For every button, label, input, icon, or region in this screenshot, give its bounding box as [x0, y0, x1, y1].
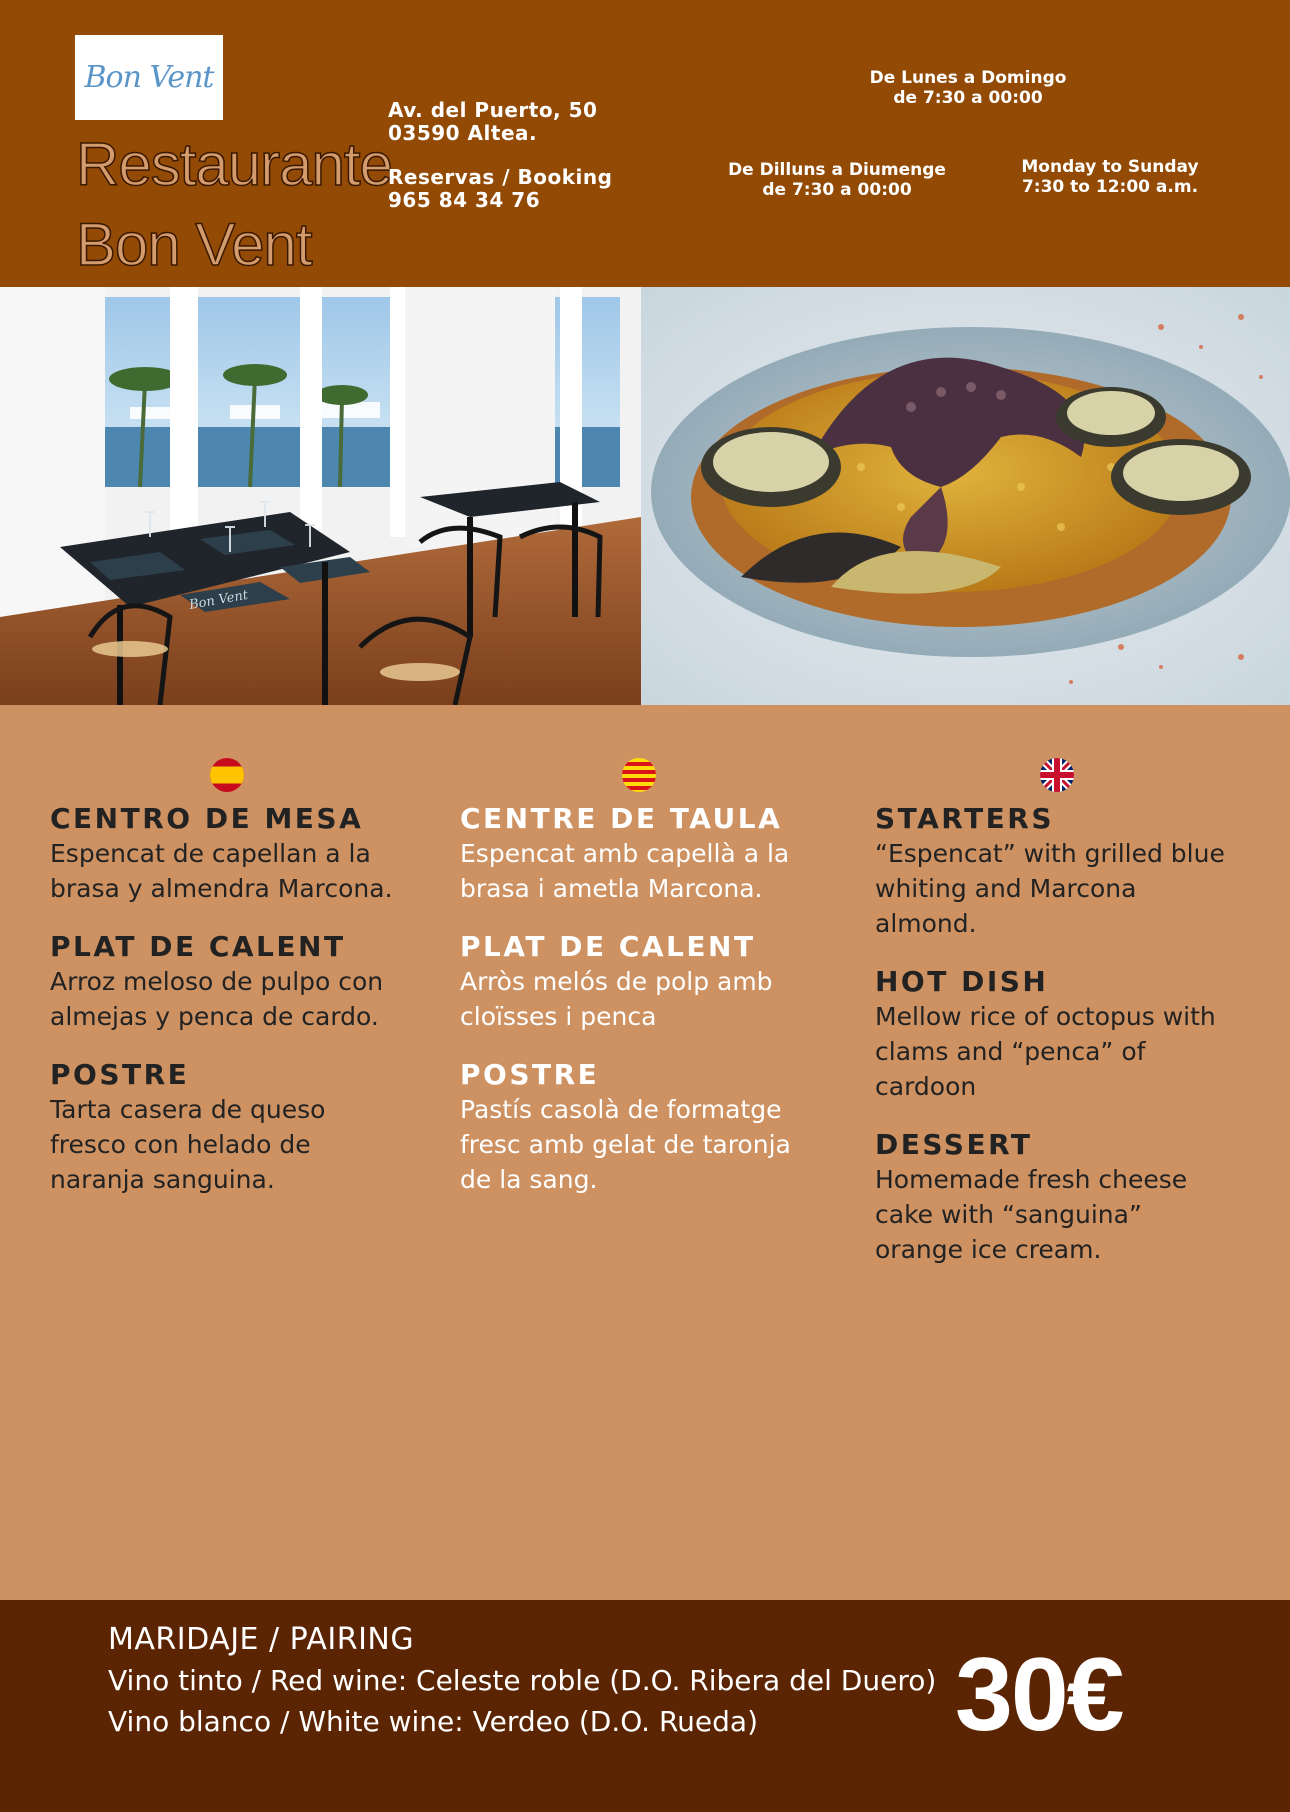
menu-column-catalan [460, 758, 840, 1221]
section-line: brasa y almendra Marcona. [50, 874, 393, 903]
section-line: orange ice cream. [875, 1235, 1102, 1264]
section-title: PLAT DE CALENT [460, 930, 756, 963]
hours-en [1000, 157, 1220, 197]
hours-es-line1: De Lunes a Domingo [869, 68, 1067, 88]
section-title: POSTRE [50, 1058, 190, 1091]
hours-en-line2: 7:30 to 12:00 a.m. [1021, 177, 1199, 197]
section-line: almejas y penca de cardo. [50, 1002, 379, 1031]
red-wine-line: Vino tinto / Red wine: Celeste roble (D.O. Ribera del Duero) [108, 1664, 937, 1697]
section-line: whiting and Marcona [875, 874, 1137, 903]
hours-ca [707, 160, 967, 200]
address-line1: Av. del Puerto, 50 [388, 98, 598, 122]
section-line: de la sang. [460, 1165, 598, 1194]
section-line: cardoon [875, 1072, 977, 1101]
price: 30€ [955, 1637, 1123, 1753]
pairing-title: MARIDAJE / PAIRING [108, 1622, 415, 1657]
section-title: PLAT DE CALENT [50, 930, 346, 963]
hours-en-line1: Monday to Sunday [1021, 157, 1199, 177]
section-line: naranja sanguina. [50, 1165, 275, 1194]
menu-section [875, 802, 1255, 941]
address-line2: 03590 Altea. [388, 121, 538, 145]
section-title: DESSERT [875, 1128, 1033, 1161]
white-wine-line: Vino blanco / White wine: Verdeo (D.O. Rueda) [108, 1705, 758, 1738]
menu-column-english [875, 758, 1255, 1291]
rice-dish-photo [641, 287, 1290, 705]
menu-section [50, 930, 430, 1034]
logo-text: Bon Vent [84, 60, 214, 95]
section-line: clams and “penca” of [875, 1037, 1146, 1066]
section-line: fresco con helado de [50, 1130, 311, 1159]
section-line: cloïsses i penca [460, 1002, 657, 1031]
booking-phone: 965 84 34 76 [388, 188, 541, 212]
section-title: CENTRE DE TAULA [460, 802, 783, 835]
section-line: cake with “sanguina” [875, 1200, 1142, 1229]
restaurant-title-line1: Restaurante [76, 131, 392, 198]
section-line: Tarta casera de queso [50, 1095, 326, 1124]
section-line: “Espencat” with grilled blue [875, 839, 1225, 868]
menu-section [50, 802, 430, 906]
menu-section [460, 802, 840, 906]
hours-es [838, 68, 1098, 108]
menu-section [460, 1058, 840, 1197]
menu-section [50, 1058, 430, 1197]
section-line: fresc amb gelat de taronja [460, 1130, 791, 1159]
section-line: Arroz meloso de pulpo con [50, 967, 384, 996]
menu-section [875, 965, 1255, 1104]
header [0, 0, 1290, 287]
section-line: Mellow rice of octopus with [875, 1002, 1216, 1031]
section-line: almond. [875, 909, 977, 938]
section-line: Pastís casolà de formatge [460, 1095, 782, 1124]
catalonia-flag-icon [622, 758, 656, 792]
menu-section [460, 930, 840, 1034]
menu-column-spanish [50, 758, 430, 1221]
section-title: HOT DISH [875, 965, 1049, 998]
hours-ca-line1: De Dilluns a Diumenge [728, 160, 946, 180]
section-line: brasa i ametla Marcona. [460, 874, 763, 903]
section-title: STARTERS [875, 802, 1055, 835]
hours-es-line2: de 7:30 a 00:00 [893, 88, 1043, 108]
menu-section [875, 1128, 1255, 1267]
booking-label: Reservas / Booking [388, 165, 613, 189]
logo [75, 35, 223, 120]
section-line: Homemade fresh cheese [875, 1165, 1188, 1194]
section-title: CENTRO DE MESA [50, 802, 364, 835]
hours-ca-line2: de 7:30 a 00:00 [762, 180, 912, 200]
placemat-logo-text: Bon Vent [188, 587, 250, 613]
spain-flag-icon [210, 758, 244, 792]
section-line: Espencat de capellan a la [50, 839, 371, 868]
footer-pairing [0, 1600, 1290, 1812]
section-line: Arròs melós de polp amb [460, 967, 773, 996]
restaurant-interior-photo [0, 287, 641, 705]
section-title: POSTRE [460, 1058, 600, 1091]
restaurant-title-line2: Bon Vent [76, 211, 312, 278]
uk-flag-icon [1040, 758, 1074, 792]
section-line: Espencat amb capellà a la [460, 839, 790, 868]
